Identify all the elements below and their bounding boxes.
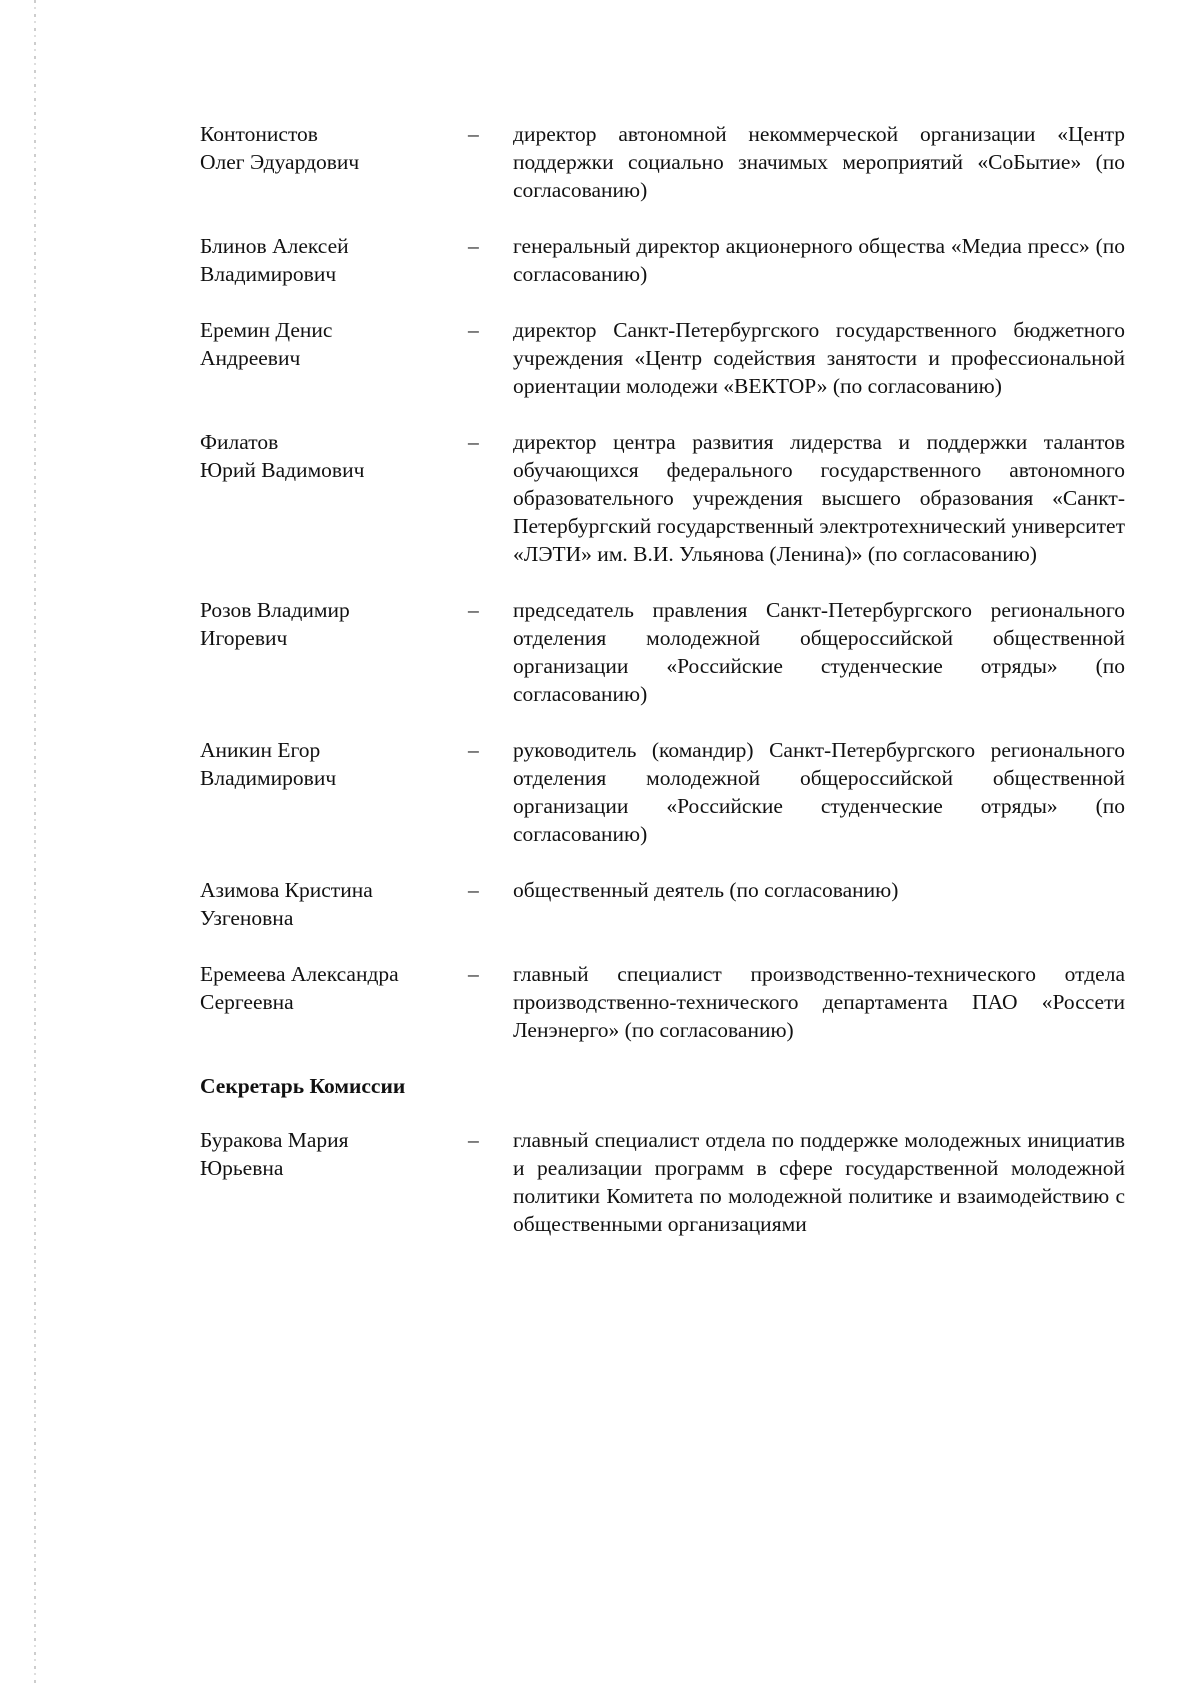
member-description: руководитель (командир) Санкт-Петербургского регионального отделения молодежной общероссийской общественной организации «Российские студенческие отряды» (по согласованию) [513,738,1125,846]
secretary-name-line: Юрьевна [200,1156,284,1180]
member-name-line: Игоревич [200,626,288,650]
member-name-line: Узгеновна [200,906,294,930]
member-description: директор автономной некоммерческой организации «Центр поддержки социально значимых мероприятий «СоБытие» (по согласованию) [513,122,1125,202]
member-name-line: Розов Владимир [200,598,350,622]
member-name-line: Азимова Кристина [200,878,373,902]
member-row-rozov [200,596,1125,708]
member-name-line: Сергеевна [200,990,294,1014]
member-dash: – [468,318,479,342]
member-dash: – [468,962,479,986]
member-dash: – [468,234,479,258]
member-row-filatov [200,428,1125,568]
member-name [200,428,468,484]
member-row-kontonistov [200,120,1125,204]
member-name-line: Юрий Вадимович [200,458,365,482]
member-description: генеральный директор акционерного общества «Медиа пресс» (по согласованию) [513,234,1125,286]
member-name [200,960,468,1016]
member-description: общественный деятель (по согласованию) [513,878,899,902]
member-row-blinov [200,232,1125,288]
member-name-line: Владимирович [200,262,337,286]
secretary-name [200,1126,468,1182]
scan-edge-artifact [34,0,36,1685]
member-name [200,876,468,932]
member-row-azimova [200,876,1125,932]
member-name-line: Еремин Денис [200,318,333,342]
member-name-line: Олег Эдуардович [200,150,360,174]
member-dash: – [468,430,479,454]
secretary-description: главный специалист отдела по поддержке молодежных инициатив и реализации программ в сфере государственной молодежной политики Комитета по молодежной политике и взаимодействию с общественными организациями [513,1128,1125,1236]
member-dash: – [468,738,479,762]
member-name-line: Блинов Алексей [200,234,349,258]
member-name-line: Филатов [200,430,279,454]
member-dash: – [468,598,479,622]
member-dash: – [468,122,479,146]
member-name-line: Владимирович [200,766,337,790]
member-description: главный специалист производственно-технического отдела производственно-технического департамента ПАО «Россети Ленэнерго» (по согласованию) [513,962,1125,1042]
member-name-line: Андреевич [200,346,301,370]
member-description: директор центра развития лидерства и поддержки талантов обучающихся федерального государственного автономного образовательного учреждения высшего образования «Санкт-Петербургский государственный электротехнический университет «ЛЭТИ» им. В.И. Ульянова (Ленина)» (по согласованию) [513,430,1125,566]
member-row-anikin [200,736,1125,848]
member-description: директор Санкт-Петербургского государственного бюджетного учреждения «Центр содействия занятости и профессиональной ориентации молодежи «ВЕКТОР» (по согласованию) [513,318,1125,398]
member-row-eremin [200,316,1125,400]
secretary-section-title: Секретарь Комиссии [200,1074,406,1098]
member-name-line: Еремеева Александра [200,962,399,986]
member-name [200,232,468,288]
member-dash: – [468,878,479,902]
member-row-eremeeva [200,960,1125,1044]
member-name [200,120,468,176]
secretary-name-line: Буракова Мария [200,1128,349,1152]
member-name-line: Контонистов [200,122,318,146]
member-name [200,316,468,372]
commission-member-list [200,120,1125,1266]
member-name [200,736,468,792]
secretary-dash: – [468,1128,479,1152]
member-description: председатель правления Санкт-Петербургского регионального отделения молодежной общероссийской общественной организации «Российские студенческие отряды» (по согласованию) [513,598,1125,706]
member-name-line: Аникин Егор [200,738,321,762]
secretary-row-burakova [200,1126,1125,1238]
member-name [200,596,468,652]
